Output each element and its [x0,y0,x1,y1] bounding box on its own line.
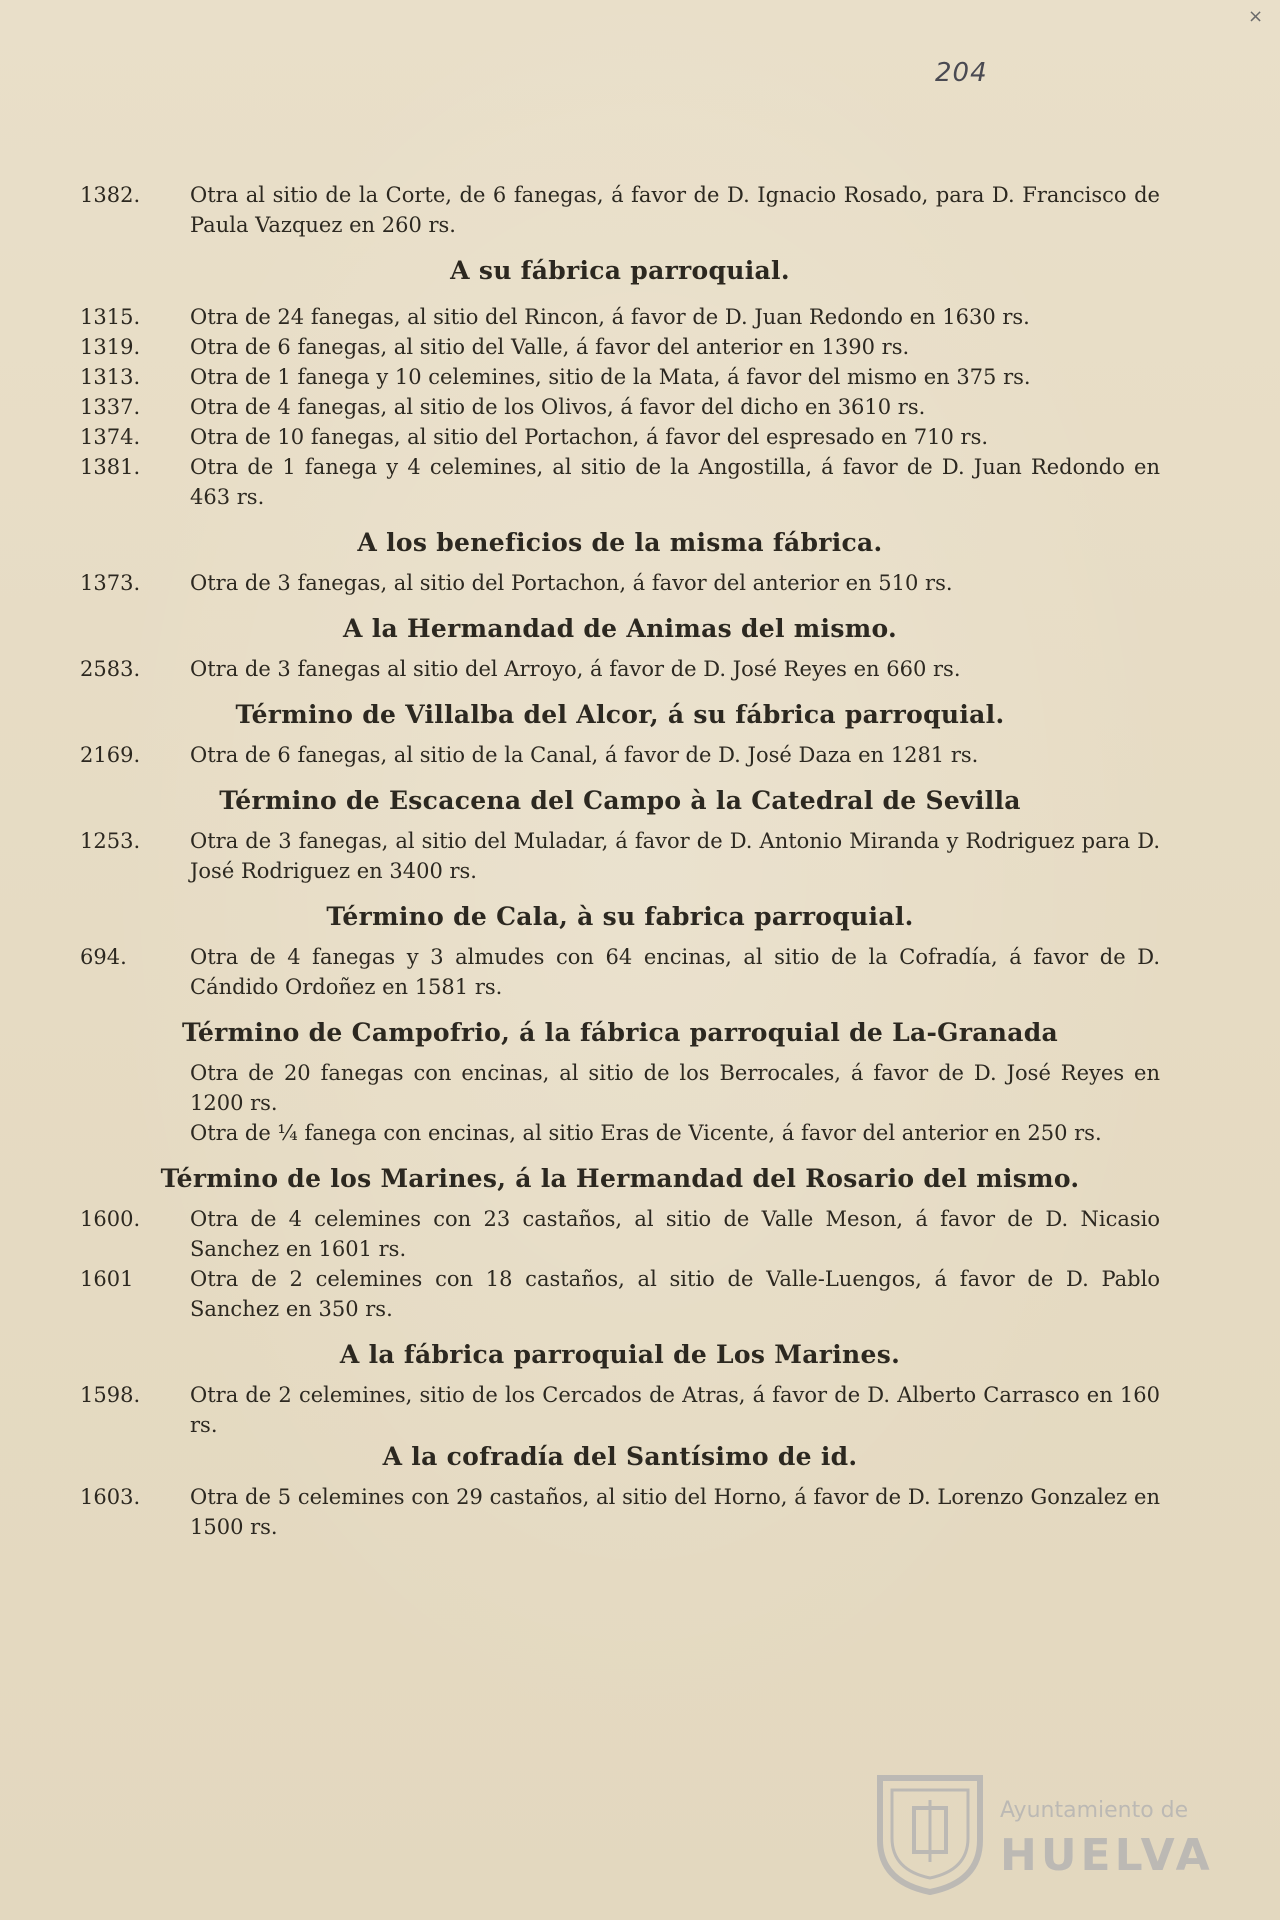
entry-number: 1598. [80,1383,141,1407]
register-entry [80,740,1160,770]
section-heading: A la Hermandad de Animas del mismo. [343,614,897,643]
entry-number: 1381. [80,455,141,479]
city-seal-icon [870,1770,990,1896]
entry-text: Otra de 1 fanega y 10 celemines, sitio de la Mata, á favor del mismo en 375 rs. [190,365,1031,389]
entry-number: 2583. [80,657,141,681]
register-entry [80,332,1160,362]
entry-number: 1603. [80,1485,141,1509]
section-heading: A la cofradía del Santísimo de id. [382,1442,858,1471]
entry-number: 1253. [80,829,141,853]
entry-text: Otra de 1 fanega y 4 celemines, al sitio de la Angostilla, á favor de D. Juan Redondo en 463 rs. [190,455,1160,509]
entry-text: Otra al sitio de la Corte, de 6 fanegas, á favor de D. Ignacio Rosado, para D. Francisco de Paula Vazquez en 260 rs. [190,183,1160,237]
register-entry [80,568,1160,598]
entry-number: 1600. [80,1207,141,1231]
register-entry [80,180,1160,240]
entry-text: Otra de 4 celemines con 23 castaños, al sitio de Valle Meson, á favor de D. Nicasio Sanchez en 1601 rs. [190,1207,1160,1261]
entry-number: 2169. [80,743,141,767]
entry-number: 1373. [80,571,141,595]
entry-text: Otra de 6 fanegas, al sitio del Valle, á favor del anterior en 1390 rs. [190,335,910,359]
watermark-logo [870,1770,1214,1900]
register-entry [80,1118,1160,1148]
document-body [80,180,1160,1542]
watermark-line1: Ayuntamiento de [1000,1798,1189,1823]
register-entry [80,654,1160,684]
entry-number: 1382. [80,183,141,207]
register-entry [80,1380,1160,1440]
register-entry [80,826,1160,886]
section-heading: Término de Cala, à su fabrica parroquial. [326,902,914,931]
entry-text: Otra de 3 fanegas, al sitio del Muladar, á favor de D. Antonio Miranda y Rodriguez para D. José Rodriguez en 3400 rs. [190,829,1160,883]
entry-text: Otra de 20 fanegas con encinas, al sitio de los Berrocales, á favor de D. José Reyes en 1200 rs. [190,1061,1160,1115]
entry-number: 694. [80,945,127,969]
entry-text: Otra de 3 fanegas, al sitio del Portachon, á favor del anterior en 510 rs. [190,571,953,595]
entry-number: 1337. [80,395,141,419]
register-entry [80,1204,1160,1264]
register-entry [80,1058,1160,1118]
entry-text: Otra de ¼ fanega con encinas, al sitio Eras de Vicente, á favor del anterior en 250 rs. [190,1121,1102,1145]
register-entry [80,452,1160,512]
register-entry [80,1482,1160,1542]
entry-number: 1319. [80,335,141,359]
entry-text: Otra de 5 celemines con 29 castaños, al sitio del Horno, á favor de D. Lorenzo Gonzalez en 1500 rs. [190,1485,1160,1539]
watermark-line2: HUELVA [1000,1830,1214,1881]
entry-text: Otra de 2 celemines con 18 castaños, al sitio de Valle-Luengos, á favor de D. Pablo Sanchez en 350 rs. [190,1267,1160,1321]
corner-mark: × [1248,6,1264,27]
register-entry [80,942,1160,1002]
register-entry [80,392,1160,422]
section-heading: A la fábrica parroquial de Los Marines. [339,1340,901,1369]
section-heading: Término de los Marines, á la Hermandad del Rosario del mismo. [160,1164,1080,1193]
section-heading: Término de Campofrio, á la fábrica parroquial de La-Granada [181,1018,1059,1047]
section-heading: A su fábrica parroquial. [450,256,790,285]
entry-number: 1313. [80,365,141,389]
entry-text: Otra de 4 fanegas, al sitio de los Olivos, á favor del dicho en 3610 rs. [190,395,926,419]
section-heading: A los beneficios de la misma fábrica. [357,528,883,557]
entry-number: 1374. [80,425,141,449]
register-entry [80,362,1160,392]
entry-text: Otra de 4 fanegas y 3 almudes con 64 encinas, al sitio de la Cofradía, á favor de D. Cándido Ordoñez en 1581 rs. [190,945,1160,999]
entry-text: Otra de 24 fanegas, al sitio del Rincon, á favor de D. Juan Redondo en 1630 rs. [190,305,1030,329]
register-entry [80,422,1160,452]
handwritten-page-number: 204 [935,58,988,88]
entry-number: 1601 [80,1267,134,1291]
entry-text: Otra de 10 fanegas, al sitio del Portachon, á favor del espresado en 710 rs. [190,425,989,449]
section-heading: Término de Escacena del Campo à la Catedral de Sevilla [219,786,1021,815]
section-heading: Término de Villalba del Alcor, á su fábrica parroquial. [235,700,1005,729]
entry-text: Otra de 6 fanegas, al sitio de la Canal, á favor de D. José Daza en 1281 rs. [190,743,979,767]
entry-text: Otra de 2 celemines, sitio de los Cercados de Atras, á favor de D. Alberto Carrasco en 160 rs. [190,1383,1160,1437]
entry-number: 1315. [80,305,141,329]
entry-text: Otra de 3 fanegas al sitio del Arroyo, á favor de D. José Reyes en 660 rs. [190,657,961,681]
register-entry [80,1264,1160,1324]
register-entry [80,302,1160,332]
